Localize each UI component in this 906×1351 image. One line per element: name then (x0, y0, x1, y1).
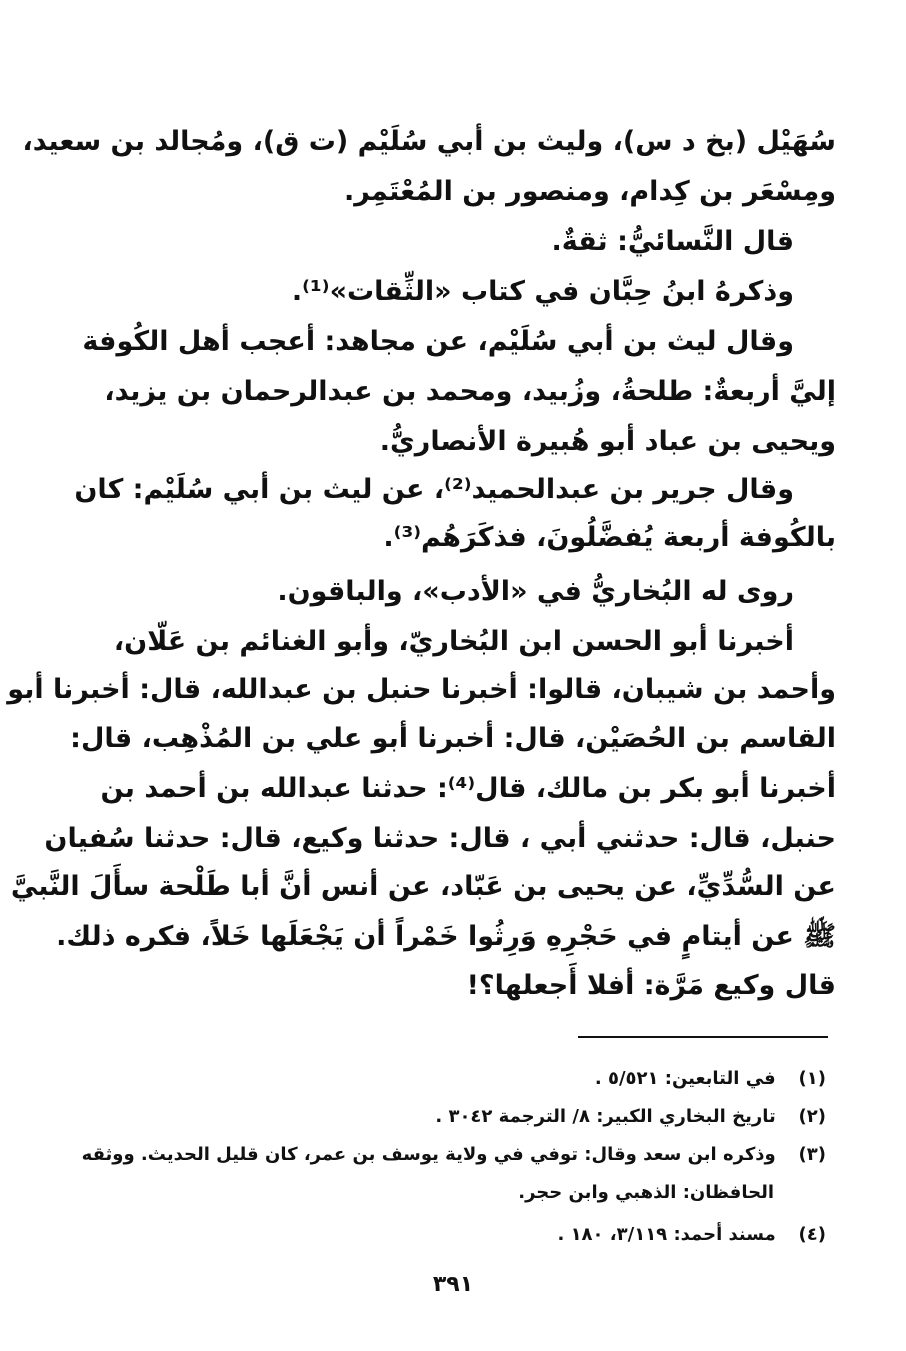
footnote-number: (٣) (798, 1144, 826, 1165)
body-line-14: أخبرنا أبو بكر بن مالك، قال⁽⁴⁾: حدثنا عبدالله بن أحمد بن (100, 773, 836, 804)
footnote-text: وذكره ابن سعد وقال: توفي في ولاية يوسف بن عمر، كان قليل الحديث. ووثقه (81, 1144, 776, 1165)
body-line-3: قال النَّسائيُّ: ثقةٌ. (551, 226, 794, 257)
body-line-9: بالكُوفة أربعة يُفضَّلُونَ، فذكَرَهُم⁽³⁾. (383, 522, 836, 553)
footnote-number: (٢) (798, 1106, 826, 1127)
body-line-5: وقال ليث بن أبي سُلَيْم، عن مجاهد: أعجب أهل الكُوفة (82, 326, 794, 357)
body-line-2: ومِسْعَر بن كِدام، ومنصور بن المُعْتَمِر. (344, 176, 836, 207)
footnote-2 (80, 1108, 826, 1126)
footnote-separator (578, 1036, 828, 1038)
footnote-3-continued (80, 1184, 774, 1202)
body-line-6: إليَّ أربعةٌ: طلحةُ، وزُبيد، ومحمد بن عبدالرحمان بن يزيد، (104, 376, 836, 407)
footnote-1 (80, 1070, 826, 1088)
body-line-15: حنبل، قال: حدثني أبي ، قال: حدثنا وكيع، قال: حدثنا سُفيان (44, 823, 836, 854)
body-line-16: عن السُّدِّيِّ، عن يحيى بن عَبّاد، عن أنس أنَّ أبا طَلْحة سأَلَ النَّبيَّ (10, 871, 836, 902)
page-number: ٣٩١ (432, 1272, 474, 1297)
body-line-12: وأحمد بن شيبان، قالوا: أخبرنا حنبل بن عبدالله، قال: أخبرنا أبو (7, 674, 836, 705)
footnote-text: مسند أحمد: ٣/١١٩، ١٨٠ . (557, 1224, 776, 1245)
footnote-4 (80, 1226, 826, 1244)
footnote-3 (80, 1146, 826, 1164)
footnote-text: في التابعين: ٥/٥٢١ . (594, 1068, 776, 1089)
footnote-text: تاريخ البخاري الكبير: ٨/ الترجمة ٣٠٤٢ . (435, 1106, 776, 1127)
body-line-13: القاسم بن الحُصَيْن، قال: أخبرنا أبو علي بن المُذْهِب، قال: (70, 723, 836, 754)
body-line-17: ﷺ عن أيتامٍ في حَجْرِهِ وَرِثُوا خَمْراً أن يَجْعَلَها خَلاً، فكره ذلك. (56, 921, 836, 952)
footnote-text: الحافظان: الذهبي وابن حجر. (518, 1182, 774, 1203)
body-line-18: قال وكيع مَرَّة: أفلا أَجعلها؟! (466, 970, 836, 1001)
body-line-1: سُهَيْل (بخ د س)، وليث بن أبي سُلَيْم (ت ق)، ومُجالد بن سعيد، (22, 126, 836, 157)
body-line-8: وقال جرير بن عبدالحميد⁽²⁾، عن ليث بن أبي سُلَيْم: كان (74, 474, 794, 505)
body-line-7: ويحيى بن عباد أبو هُبيرة الأنصاريُّ. (379, 426, 836, 457)
body-line-10: روى له البُخاريُّ في «الأدب»، والباقون. (277, 576, 794, 607)
body-line-11: أخبرنا أبو الحسن ابن البُخاريّ، وأبو الغنائم بن عَلّان، (113, 626, 794, 657)
footnote-number: (١) (798, 1068, 826, 1089)
footnote-number: (٤) (798, 1224, 826, 1245)
body-line-4: وذكرهُ ابنُ حِبَّان في كتاب «الثِّقات»⁽¹⁾. (291, 276, 794, 307)
